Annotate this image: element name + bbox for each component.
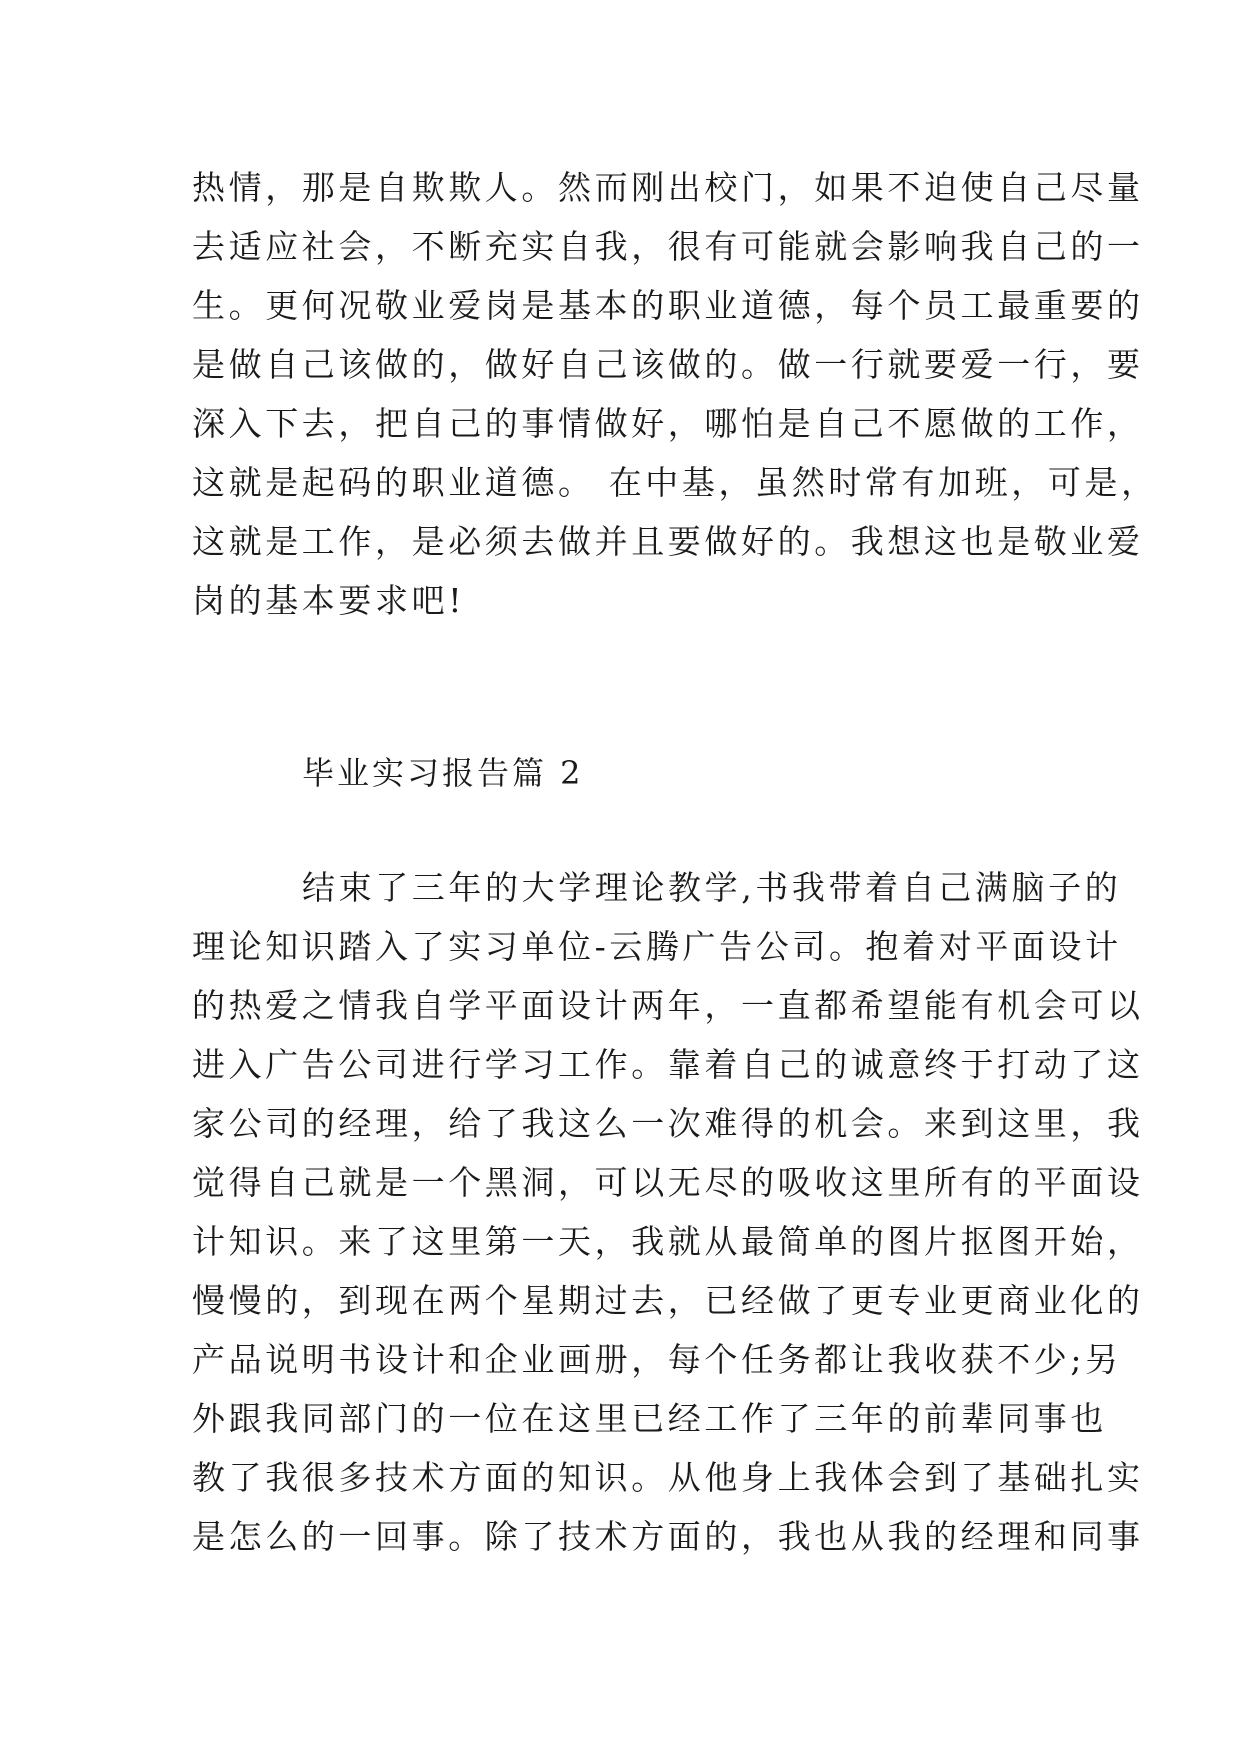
text-line: 深入下去，把自己的事情做好，哪怕是自己不愿做的工作，	[192, 404, 1144, 443]
text-line: 家公司的经理，给了我这么一次难得的机会。来到这里，我	[192, 1104, 1144, 1143]
text-line: 外跟我同部门的一位在这里已经工作了三年的前辈同事也	[192, 1399, 1107, 1438]
text-line: 结束了三年的大学理论教学,书我带着自己满脑子的	[302, 868, 1122, 907]
section-heading	[302, 744, 1162, 803]
text-line: 去适应社会，不断充实自我，很有可能就会影响我自己的一	[192, 227, 1144, 266]
text-line: 这就是起码的职业道德。 在中基，虽然时常有加班，可是，	[192, 463, 1158, 502]
text-line: 是做自己该做的，做好自己该做的。做一行就要爱一行，要	[192, 345, 1144, 384]
paragraph-continued	[192, 158, 1158, 630]
text-line: 理论知识踏入了实习单位-云腾广告公司。抱着对平面设计	[192, 927, 1122, 966]
text-line: 觉得自己就是一个黑洞，可以无尽的吸收这里所有的平面设	[192, 1163, 1144, 1202]
text-line: 的热爱之情我自学平面设计两年，一直都希望能有机会可以	[192, 986, 1144, 1025]
heading-text: 毕业实习报告篇 2	[302, 754, 584, 792]
text-line: 教了我很多技术方面的知识。从他身上我体会到了基础扎实	[192, 1458, 1144, 1497]
text-line: 慢慢的，到现在两个星期过去，已经做了更专业更商业化的	[192, 1281, 1144, 1320]
text-line: 计知识。来了这里第一天，我就从最简单的图片抠图开始，	[192, 1222, 1144, 1261]
text-line: 产品说明书设计和企业画册，每个任务都让我收获不少;另	[192, 1340, 1122, 1379]
text-line: 是怎么的一回事。除了技术方面的，我也从我的经理和同事	[192, 1517, 1144, 1556]
paragraph-report-2	[192, 858, 1144, 1566]
text-line: 进入广告公司进行学习工作。靠着自己的诚意终于打动了这	[192, 1045, 1144, 1084]
text-line: 热情，那是自欺欺人。然而刚出校门，如果不迫使自己尽量	[192, 168, 1144, 207]
text-line: 生。更何况敬业爱岗是基本的职业道德，每个员工最重要的	[192, 286, 1144, 325]
text-line: 岗的基本要求吧!	[192, 581, 466, 620]
text-line: 这就是工作，是必须去做并且要做好的。我想这也是敬业爱	[192, 522, 1144, 561]
